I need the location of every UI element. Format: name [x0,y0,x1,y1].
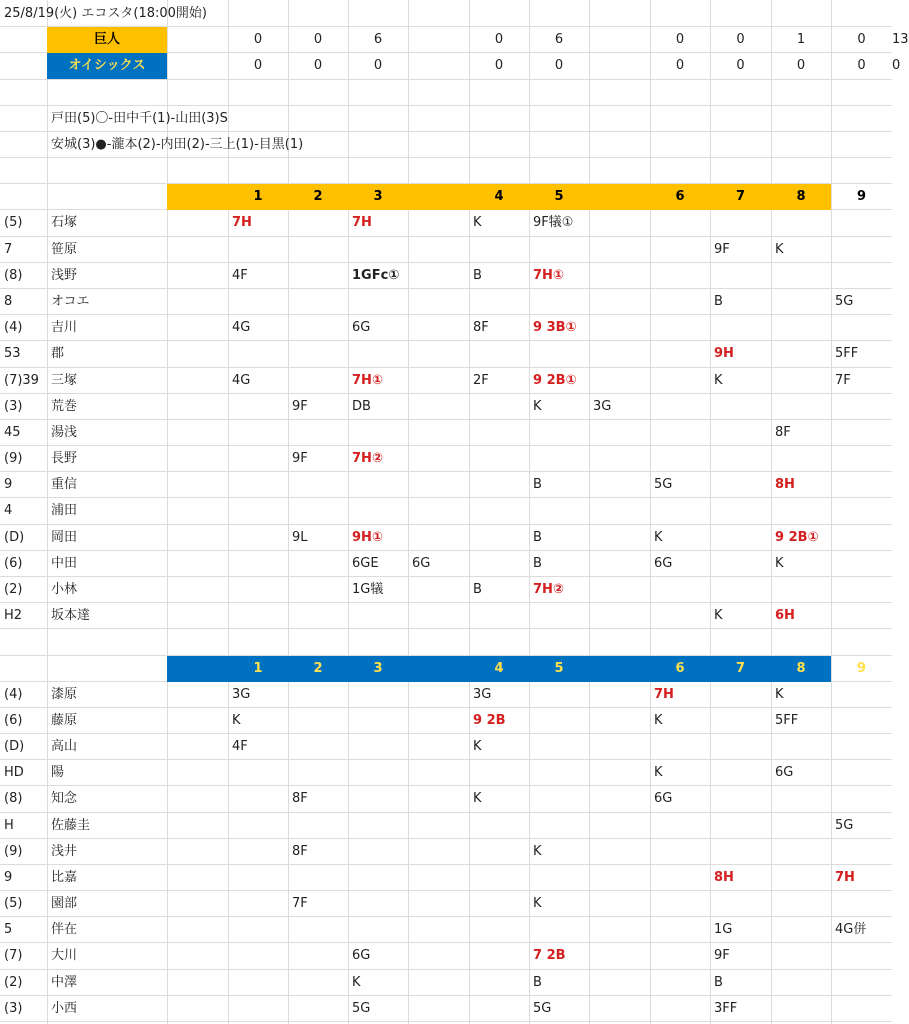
inning-number: 6 [675,661,685,676]
at-bat-result: K [473,215,482,230]
scoreboard-run: 0 [796,58,806,73]
at-bat-result: K [352,975,361,990]
at-bat-result: K [775,687,784,702]
batter-name: 浦田 [51,503,78,518]
batter-name: 長野 [51,451,78,466]
at-bat-result: 9 2B [473,713,506,728]
batter-position: (6) [4,556,23,571]
at-bat-result: 8H [714,870,734,885]
inning-number: 3 [373,661,383,676]
at-bat-result: 9H① [352,530,383,545]
at-bat-result: 6G [654,791,673,806]
at-bat-result: B [533,530,542,545]
batter-position: (5) [4,215,23,230]
batter-position: 9 [4,870,13,885]
batter-name: 園部 [51,896,78,911]
at-bat-result: K [473,739,482,754]
batter-position: (5) [4,896,23,911]
batter-name: 吉川 [51,320,78,335]
batter-name: オコエ [51,294,90,309]
scoreboard-run: 0 [313,58,323,73]
at-bat-result: 5G [352,1001,371,1016]
at-bat-result: 9F [292,399,308,414]
scoreboard-team-name: 巨人 [47,27,167,53]
at-bat-result: B [473,268,482,283]
grid-col-line [529,0,530,1024]
scoreboard-run: 0 [736,58,745,73]
grid-row-line [0,79,892,80]
batter-name: 笹原 [51,242,78,257]
at-bat-result: K [533,896,542,911]
batter-name: 伴在 [51,922,78,937]
batter-position: 53 [4,346,21,361]
at-bat-result: 2F [473,373,489,388]
batter-name: 岡田 [51,530,78,545]
at-bat-result: K [473,791,482,806]
batter-name: 小林 [51,582,78,597]
at-bat-result: 9F [714,948,730,963]
batter-position: (2) [4,582,23,597]
at-bat-result: 8F [292,791,308,806]
at-bat-result: 3G [232,687,251,702]
at-bat-result: 6G [775,765,794,780]
scoreboard-run: 0 [857,58,866,73]
scoreboard-run: 13 [892,32,909,47]
inning-number: 1 [253,661,263,676]
batter-name: 中澤 [51,975,78,990]
batter-position: 45 [4,425,21,440]
inning-number: 1 [253,189,263,204]
at-bat-result: 9F [292,451,308,466]
pitcher-line: 戸田(5)〇-田中千(1)-山田(3)S [51,111,228,126]
batter-name: 比嘉 [51,870,78,885]
batter-name: 浅野 [51,268,78,283]
grid-col-line [650,0,651,1024]
at-bat-result: 8F [292,844,308,859]
at-bat-result: 5G [533,1001,552,1016]
scoreboard-run: 0 [253,32,263,47]
inning-number: 9 [856,661,867,676]
batter-name: 重信 [51,477,78,492]
inning-number: 2 [313,189,323,204]
at-bat-result: 4G [232,320,251,335]
inning-number: 4 [494,661,504,676]
batter-name: 三塚 [51,373,78,388]
inning-number: 5 [554,189,564,204]
batter-name: 石塚 [51,215,78,230]
inning-number: 9 [856,189,867,204]
at-bat-result: 9 2B① [533,373,577,388]
at-bat-result: 7H① [533,268,564,283]
at-bat-result: 9F [714,242,730,257]
at-bat-result: K [714,608,723,623]
at-bat-result: 7F [835,373,851,388]
at-bat-result: K [775,242,784,257]
at-bat-result: 9 3B① [533,320,577,335]
at-bat-result: K [232,713,241,728]
at-bat-result: K [654,765,663,780]
at-bat-result: 8F [473,320,489,335]
at-bat-result: 6H [775,608,795,623]
batter-position: (4) [4,687,23,702]
grid-col-line [589,0,590,1024]
batter-position: 4 [4,503,13,518]
batter-position: (3) [4,399,23,414]
batter-name: 佐藤圭 [51,818,91,833]
at-bat-result: 8H [775,477,795,492]
batter-position: H [4,818,14,833]
scoreboard-team-name: オイシックス [47,53,167,79]
batter-position: (D) [4,530,25,545]
at-bat-result: B [533,975,542,990]
at-bat-result: 7H② [533,582,564,597]
batter-position: (4) [4,320,23,335]
batter-position: (D) [4,739,25,754]
at-bat-result: K [714,373,723,388]
at-bat-result: 7H [835,870,855,885]
at-bat-result: 7 2B [533,948,566,963]
batter-position: (6) [4,713,23,728]
at-bat-result: 7H [232,215,252,230]
at-bat-result: 6GE [352,556,379,571]
at-bat-result: 3G [593,399,612,414]
scoreboard-run: 0 [675,32,685,47]
scoreboard-run: 0 [892,58,901,73]
batter-name: 郡 [51,346,65,361]
batter-position: 5 [4,922,13,937]
at-bat-result: 3G [473,687,492,702]
at-bat-result: 6G [352,948,371,963]
batter-name: 荒巻 [51,399,78,414]
at-bat-result: K [775,556,784,571]
batter-name: 高山 [51,739,78,754]
at-bat-result: K [533,399,542,414]
at-bat-result: 6G [352,320,371,335]
scoreboard-run: 6 [373,32,383,47]
scoreboard-run: 0 [857,32,866,47]
at-bat-result: 6G [412,556,431,571]
scoreboard-run: 1 [796,32,806,47]
at-bat-result: 7F [292,896,308,911]
batter-name: 中田 [51,556,78,571]
batter-name: 小西 [51,1001,78,1016]
batter-position: 8 [4,294,13,309]
at-bat-result: 4F [232,268,248,283]
batter-position: (2) [4,975,23,990]
at-bat-result: 8F [775,425,791,440]
at-bat-result: 5G [835,818,854,833]
game-title: 25/8/19(火) エコスタ(18:00開始) [4,6,207,21]
at-bat-result: B [714,975,723,990]
batter-position: (8) [4,268,23,283]
at-bat-result: B [533,556,542,571]
batter-position: (7)39 [4,373,39,388]
scoreboard-run: 0 [736,32,745,47]
at-bat-result: K [654,530,663,545]
scoreboard-run: 0 [494,58,504,73]
batter-name: 陽 [51,765,65,780]
at-bat-result: 5G [835,294,854,309]
inning-number: 2 [313,661,323,676]
at-bat-result: 1G [714,922,733,937]
batter-position: HD [4,765,24,780]
scoreboard-run: 0 [494,32,504,47]
batter-name: 湯浅 [51,425,78,440]
at-bat-result: 1G犠 [352,582,384,597]
inning-number: 8 [796,189,806,204]
scoreboard-run: 0 [313,32,323,47]
scoreboard-run: 0 [373,58,383,73]
batter-name: 知念 [51,791,78,806]
inning-number: 7 [735,661,746,676]
scoreboard-run: 0 [253,58,263,73]
at-bat-result: 1GFc① [352,268,400,283]
at-bat-result: 5FF [835,346,859,361]
batter-name: 坂本達 [51,608,91,623]
at-bat-result: 6G [654,556,673,571]
at-bat-result: K [533,844,542,859]
at-bat-result: 4G [232,373,251,388]
batter-name: 漆原 [51,687,78,702]
at-bat-result: B [714,294,723,309]
at-bat-result: K [654,713,663,728]
batter-position: 7 [4,242,13,257]
at-bat-result: B [533,477,542,492]
scoreboard-run: 0 [675,58,685,73]
inning-number: 5 [554,661,564,676]
batter-name: 浅井 [51,844,78,859]
inning-number: 4 [494,189,504,204]
scoreboard-run: 0 [554,58,564,73]
batter-position: (7) [4,948,23,963]
scoreboard-run: 6 [554,32,564,47]
at-bat-result: 4F [232,739,248,754]
at-bat-result: 7H② [352,451,383,466]
inning-number: 7 [735,189,746,204]
inning-number: 3 [373,189,383,204]
grid-col-line [771,0,772,1024]
at-bat-result: 7H [654,687,674,702]
batter-name: 藤原 [51,713,78,728]
at-bat-result: 9H [714,346,734,361]
batter-name: 大川 [51,948,78,963]
at-bat-result: 5FF [775,713,799,728]
at-bat-result: 7H① [352,373,383,388]
inning-number: 6 [675,189,685,204]
at-bat-result: 3FF [714,1001,738,1016]
pitcher-line: 安城(3)●-瀧本(2)-内田(2)-三上(1)-目黒(1) [51,137,304,152]
batter-position: (3) [4,1001,23,1016]
grid-col-line [469,0,470,1024]
at-bat-result: 4G併 [835,922,867,937]
batter-position: (8) [4,791,23,806]
at-bat-result: 5G [654,477,673,492]
batter-position: H2 [4,608,23,623]
batter-position: (9) [4,844,23,859]
at-bat-result: 9L [292,530,308,545]
at-bat-result: B [473,582,482,597]
at-bat-result: 7H [352,215,372,230]
inning-number: 8 [796,661,806,676]
batter-position: (9) [4,451,23,466]
at-bat-result: 9F犠① [533,215,574,230]
at-bat-result: 9 2B① [775,530,819,545]
batter-position: 9 [4,477,13,492]
at-bat-result: DB [352,399,371,414]
